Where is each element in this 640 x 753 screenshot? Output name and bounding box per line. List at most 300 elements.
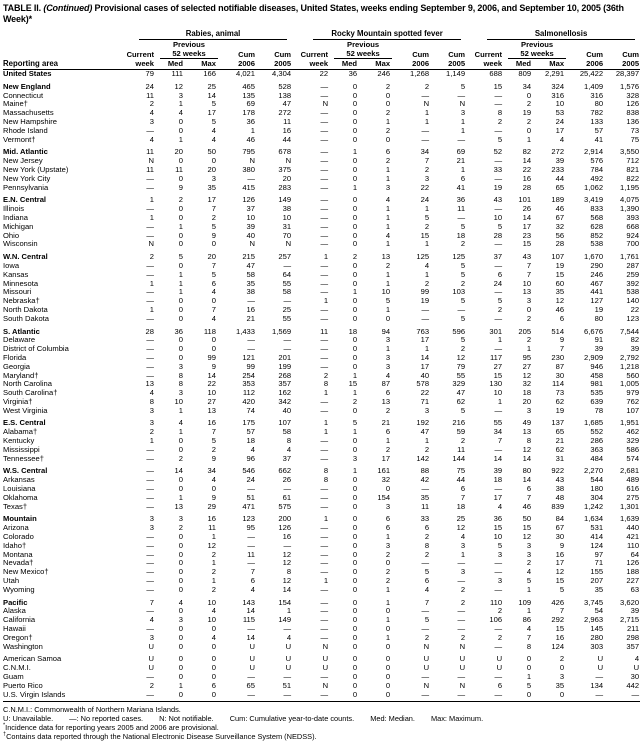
data-cell: 0 [332, 691, 361, 702]
col-header-week: week [295, 59, 332, 70]
col-header-52-weeks-label: 52 weeks [508, 49, 566, 59]
data-cell: 7 [149, 597, 154, 607]
data-cell: 1 [424, 436, 430, 446]
data-cell: U [148, 663, 154, 673]
data-cell: 14 [522, 212, 532, 222]
data-cell: 25 [282, 304, 292, 314]
data-cell: 18 [493, 475, 503, 485]
reporting-area-label: Kentucky [3, 436, 35, 446]
data-cell: — [595, 672, 604, 681]
data-cell: 192 [416, 418, 430, 428]
data-cell: 14 [493, 453, 503, 463]
data-cell: 94 [381, 326, 391, 336]
row-texas [3, 503, 640, 512]
data-cell: 3 [149, 405, 154, 415]
data-cell: 3 [149, 514, 154, 524]
data-cell: — [421, 624, 430, 634]
table-title-number: TABLE II. [3, 3, 41, 13]
data-cell: 7 [424, 597, 430, 607]
group-header-label: Salmonellosis [487, 29, 635, 40]
data-cell: 13 [381, 396, 391, 406]
data-cell: 50 [522, 514, 532, 524]
col-header-2005: 2005 [433, 59, 469, 70]
data-cell: 6 [460, 484, 466, 494]
data-cell: 3 [497, 576, 503, 586]
data-cell: 2 [352, 252, 358, 262]
data-cell: 0 [352, 436, 358, 446]
data-cell: — [247, 624, 255, 634]
row-north-carolina [3, 380, 640, 389]
data-cell: — [320, 125, 329, 135]
data-cell: 8 [323, 475, 329, 485]
data-cell: 0 [352, 361, 358, 371]
reporting-area-label: Tennessee† [3, 453, 44, 463]
data-cell: 67 [555, 212, 565, 222]
data-cell: 0 [352, 278, 358, 288]
data-cell: — [320, 540, 329, 550]
data-cell: 535 [590, 388, 604, 398]
data-cell: 14 [174, 466, 183, 476]
data-cell: 40 [420, 370, 430, 380]
data-cell: 36 [456, 195, 466, 205]
row-connecticut [3, 92, 640, 101]
data-cell: 215 [242, 252, 255, 262]
data-cell: 922 [551, 466, 565, 476]
data-cell: 1 [385, 116, 391, 126]
data-cell: — [494, 444, 503, 454]
data-cell: 0 [178, 584, 183, 594]
data-cell: 1 [250, 125, 255, 135]
data-cell: N [322, 641, 329, 651]
data-cell: 8 [323, 466, 329, 476]
data-cell: 575 [278, 501, 292, 511]
data-cell: 127 [590, 296, 604, 306]
data-cell: 1 [178, 278, 183, 288]
data-cell: 1,685 [584, 418, 604, 428]
data-cell: 25 [207, 81, 216, 91]
data-cell: 3 [559, 672, 565, 681]
data-cell: 0 [352, 134, 358, 144]
data-cell: 80 [522, 466, 532, 476]
data-cell: 99 [207, 352, 216, 362]
data-cell: 175 [242, 418, 255, 428]
reporting-area-label: Guam [3, 672, 24, 681]
data-cell: 126 [626, 99, 640, 109]
data-cell: 471 [242, 501, 255, 511]
data-cell: 8 [497, 108, 503, 118]
reporting-area-label: Puerto Rico [3, 680, 43, 690]
data-cell: 2 [460, 584, 466, 594]
data-cell: 7,544 [620, 326, 640, 336]
data-cell: — [494, 90, 503, 100]
data-cell: 0 [352, 304, 358, 314]
data-cell: 16 [555, 632, 565, 642]
data-cell: 1 [352, 388, 358, 398]
data-cell: 3 [526, 549, 532, 559]
data-cell: 7 [211, 260, 216, 270]
data-cell: 3 [178, 514, 183, 524]
data-cell: — [494, 484, 503, 494]
data-cell: 1 [323, 388, 329, 398]
col-header-week: week [121, 59, 158, 70]
data-cell: 60 [555, 278, 565, 288]
data-cell: 27 [522, 361, 532, 371]
data-cell: 6 [385, 147, 391, 157]
data-cell: 4 [211, 134, 216, 144]
data-cell: 138 [278, 90, 292, 100]
table-footnotes [3, 705, 637, 741]
reporting-area-label: New York (Upstate) [3, 164, 69, 174]
data-cell: 0 [526, 654, 532, 664]
data-cell: 26 [282, 475, 292, 485]
data-cell: U [285, 641, 292, 651]
reporting-area-label: Illinois [3, 204, 25, 214]
reporting-area-label: Nebraska† [3, 296, 40, 306]
data-cell: — [146, 444, 154, 454]
data-cell: 35 [555, 680, 565, 690]
data-cell: 8 [178, 379, 183, 389]
data-cell: 5 [497, 540, 503, 550]
data-cell: 0 [526, 125, 532, 135]
data-cell: 12 [555, 296, 565, 306]
data-cell: 301 [489, 326, 503, 336]
data-cell: 0 [211, 484, 216, 494]
data-cell: 15 [555, 624, 565, 634]
col-header-2005: 2005 [607, 59, 640, 70]
data-cell: 415 [242, 182, 255, 192]
data-cell: 5 [460, 221, 466, 231]
data-cell: 0 [352, 313, 358, 323]
data-cell: 342 [278, 396, 292, 406]
data-cell: 544 [590, 475, 604, 485]
data-cell: 0 [352, 584, 358, 594]
data-cell: 99 [420, 287, 430, 297]
reporting-area-label: U.S. Virgin Islands [3, 691, 121, 702]
data-cell: 4 [286, 632, 292, 642]
data-cell: 2 [424, 632, 430, 642]
data-cell: 1 [178, 221, 183, 231]
data-cell: 20 [207, 164, 216, 174]
col-header-2005: 2005 [259, 59, 295, 70]
footnote-nedss-text: Contains data reported through the National Electronic Disease Surveillance System (NEDSS). [6, 732, 317, 742]
row-american-samoa [3, 651, 640, 664]
reporting-area-label: Wisconsin [3, 239, 38, 249]
data-cell: 280 [590, 632, 604, 642]
data-cell: 33 [420, 514, 430, 524]
data-cell: N [459, 99, 466, 109]
data-cell: — [146, 672, 154, 681]
data-cell: 14 [522, 156, 532, 166]
data-cell: 2 [211, 212, 216, 222]
data-cell: — [220, 691, 259, 702]
data-cell: 21 [246, 313, 255, 323]
data-cell: — [283, 624, 292, 634]
data-cell: 57 [594, 125, 604, 135]
data-cell: 10 [381, 287, 391, 297]
data-cell: 46 [522, 501, 532, 511]
data-cell: 75 [630, 134, 640, 144]
data-cell: 0 [352, 296, 358, 306]
reporting-area-label: Michigan [3, 221, 34, 231]
data-cell: 678 [278, 147, 292, 157]
footnote-definition: Cum: Cumulative year-to-date counts. [229, 714, 355, 724]
data-cell: 11 [146, 147, 154, 157]
data-cell: — [421, 484, 430, 494]
data-cell: — [320, 597, 329, 607]
data-cell: 41 [456, 182, 466, 192]
data-cell: 55 [282, 278, 292, 288]
data-cell: U [148, 654, 154, 664]
data-cell: 2 [149, 99, 154, 109]
data-cell: — [394, 691, 433, 702]
data-cell: 0 [178, 173, 183, 183]
data-cell: 668 [626, 221, 640, 231]
data-cell: 2 [460, 239, 466, 249]
data-cell: 2 [526, 99, 532, 109]
data-cell: 2 [178, 523, 183, 533]
data-cell: 56 [555, 230, 565, 240]
data-cell: 5 [526, 576, 532, 586]
data-cell: 12 [282, 558, 292, 568]
data-cell: — [320, 287, 329, 297]
data-cell: 4 [424, 260, 430, 270]
data-cell: 329 [626, 436, 640, 446]
data-cell: 11 [457, 204, 466, 214]
data-cell: 0 [535, 691, 568, 702]
data-cell: 4 [211, 632, 216, 642]
reporting-area-label: New York City [3, 173, 51, 183]
data-cell: 4 [424, 584, 430, 594]
data-cell: 2,909 [584, 352, 604, 362]
data-cell: 4 [385, 195, 391, 205]
data-cell: 272 [278, 108, 292, 118]
data-cell: 3 [352, 453, 358, 463]
data-cell: 123 [626, 313, 640, 323]
data-cell: 1 [385, 173, 391, 183]
data-cell: 59 [456, 427, 466, 437]
data-cell: 37 [493, 252, 503, 262]
data-cell: 946 [590, 361, 604, 371]
data-cell: 1,670 [584, 252, 604, 262]
col-header-cum-2005: Cum [274, 50, 292, 59]
data-cell: 0 [178, 484, 183, 494]
data-cell: 1 [385, 278, 391, 288]
reporting-area-label: New Mexico† [3, 567, 49, 577]
data-cell: — [457, 90, 466, 100]
data-cell: 8 [526, 641, 532, 651]
data-cell: 809 [518, 69, 532, 78]
data-cell: 784 [590, 164, 604, 174]
reporting-area-label: Pennsylvania [3, 182, 49, 192]
data-cell: 0 [352, 444, 358, 454]
data-cell: 39 [630, 606, 640, 616]
data-cell: 353 [242, 379, 255, 389]
data-cell: 87 [555, 361, 565, 371]
data-cell: 0 [385, 313, 391, 323]
reporting-area-label: Alabama† [3, 427, 38, 437]
data-cell: 18 [348, 326, 358, 336]
data-cell: 58 [282, 427, 292, 437]
data-cell: 712 [626, 156, 640, 166]
data-cell: 96 [246, 453, 255, 463]
data-cell: — [146, 532, 154, 542]
data-cell: U [496, 654, 503, 664]
data-cell: 375 [278, 164, 292, 174]
data-cell: 80 [594, 313, 604, 323]
data-cell: 0 [352, 523, 358, 533]
data-cell: 3 [149, 523, 154, 533]
data-cell: — [247, 672, 255, 681]
reporting-area-label: Maine† [3, 99, 28, 109]
data-cell: 1 [149, 212, 154, 222]
row-south-dakota [3, 315, 640, 324]
data-cell: 0 [352, 164, 358, 174]
data-cell: 4 [211, 606, 216, 616]
data-cell: — [320, 352, 329, 362]
reporting-area-label: Idaho† [3, 540, 27, 550]
data-cell: 0 [352, 484, 358, 494]
data-cell: 3 [460, 567, 466, 577]
data-cell: 458 [590, 370, 604, 380]
reporting-area-label: Mississippi [3, 444, 40, 454]
data-cell: — [320, 164, 329, 174]
data-cell: 22 [420, 388, 430, 398]
data-cell: 1,639 [620, 514, 640, 524]
data-cell: 18 [246, 436, 255, 446]
data-cell: 11 [283, 116, 292, 126]
data-cell: 1 [352, 287, 358, 297]
data-cell: 4 [149, 615, 154, 625]
data-cell: N [148, 156, 154, 166]
data-cell: 0 [352, 81, 358, 91]
data-cell: 1 [385, 239, 391, 249]
data-cell: — [146, 453, 154, 463]
data-cell: 574 [626, 453, 640, 463]
reporting-area-label: Utah [3, 576, 20, 586]
data-cell: 1,218 [620, 361, 640, 371]
data-cell: — [320, 361, 329, 371]
data-cell: — [146, 173, 154, 183]
data-cell: 12 [522, 370, 532, 380]
data-cell: 7 [211, 204, 216, 214]
row-new-mexico [3, 568, 640, 577]
data-cell: 12 [522, 444, 532, 454]
data-cell: 1 [178, 492, 183, 502]
data-cell: U [423, 654, 430, 664]
data-cell: U [459, 663, 466, 673]
reporting-area-label: New England [3, 81, 51, 91]
data-cell: 111 [171, 69, 183, 78]
data-cell: — [320, 501, 329, 511]
data-cell: 7 [526, 492, 532, 502]
data-cell: 2 [424, 278, 430, 288]
data-cell: 1 [352, 370, 358, 380]
data-cell: — [259, 691, 295, 702]
data-cell: 1 [460, 125, 466, 135]
data-cell: 0 [526, 90, 532, 100]
data-cell: — [469, 691, 506, 702]
data-cell: 0 [352, 654, 358, 664]
data-cell: — [494, 567, 503, 577]
data-cell: 15 [555, 576, 565, 586]
data-cell: 32 [555, 221, 565, 231]
reporting-area-label: West Virginia [3, 405, 48, 415]
data-cell: 0 [178, 116, 183, 126]
reporting-area-label: Delaware [3, 335, 36, 345]
data-cell: — [247, 484, 255, 494]
data-cell: 4 [250, 584, 255, 594]
data-cell: — [320, 195, 329, 205]
data-cell: 514 [551, 326, 565, 336]
data-cell: 3,745 [584, 597, 604, 607]
data-cell: 0 [178, 335, 183, 345]
data-cell: 1 [178, 287, 183, 297]
reporting-area-label: W.N. Central [3, 252, 48, 262]
data-cell: 4 [149, 108, 154, 118]
data-cell: 73 [555, 388, 565, 398]
data-cell: 2 [149, 252, 154, 262]
data-cell: 4 [211, 475, 216, 485]
row-maryland [3, 372, 640, 381]
data-cell: 5 [211, 116, 216, 126]
data-cell: — [320, 549, 329, 559]
data-cell: 34 [420, 147, 430, 157]
data-cell: 0 [352, 558, 358, 568]
data-cell: 0 [178, 672, 183, 681]
table-body [3, 70, 640, 702]
reporting-area-label: New Jersey [3, 156, 43, 166]
dagger-symbol: † [3, 731, 7, 738]
data-cell: 23 [522, 230, 532, 240]
col-header-med: Med [158, 59, 187, 70]
data-cell: 0 [178, 549, 183, 559]
data-cell: — [494, 641, 503, 651]
data-cell: 2 [385, 405, 391, 415]
data-cell: 200 [278, 514, 292, 524]
data-cell: — [607, 691, 640, 702]
data-cell: 36 [348, 69, 358, 78]
data-cell: 2 [526, 335, 532, 345]
data-cell: 2 [460, 436, 466, 446]
data-cell: 9 [211, 230, 216, 240]
data-cell: 8 [178, 370, 183, 380]
data-cell: — [457, 134, 466, 144]
data-cell: 578 [416, 379, 430, 389]
data-cell: 4 [149, 388, 154, 398]
data-cell: 12 [456, 523, 466, 533]
data-cell: 363 [590, 444, 604, 454]
data-cell: — [146, 540, 154, 550]
data-cell: 47 [246, 260, 255, 270]
col-header-previous: Previous [172, 40, 206, 49]
data-cell: 2 [559, 654, 565, 664]
data-cell: 8 [286, 436, 292, 446]
data-cell: 16 [207, 418, 216, 428]
data-cell: 259 [626, 269, 640, 279]
data-cell: 20 [522, 396, 532, 406]
data-cell: 4 [178, 597, 183, 607]
data-cell: 17 [381, 453, 391, 463]
data-cell: 0 [352, 501, 358, 511]
data-cell: 795 [242, 147, 255, 157]
data-cell: 20 [282, 173, 292, 183]
data-cell: 1,576 [620, 81, 640, 91]
data-cell: 14 [522, 453, 532, 463]
reporting-area-label: Kansas [3, 269, 29, 279]
data-cell: 8 [323, 379, 329, 389]
data-cell: 107 [551, 252, 565, 262]
data-cell: 2,291 [545, 69, 565, 78]
